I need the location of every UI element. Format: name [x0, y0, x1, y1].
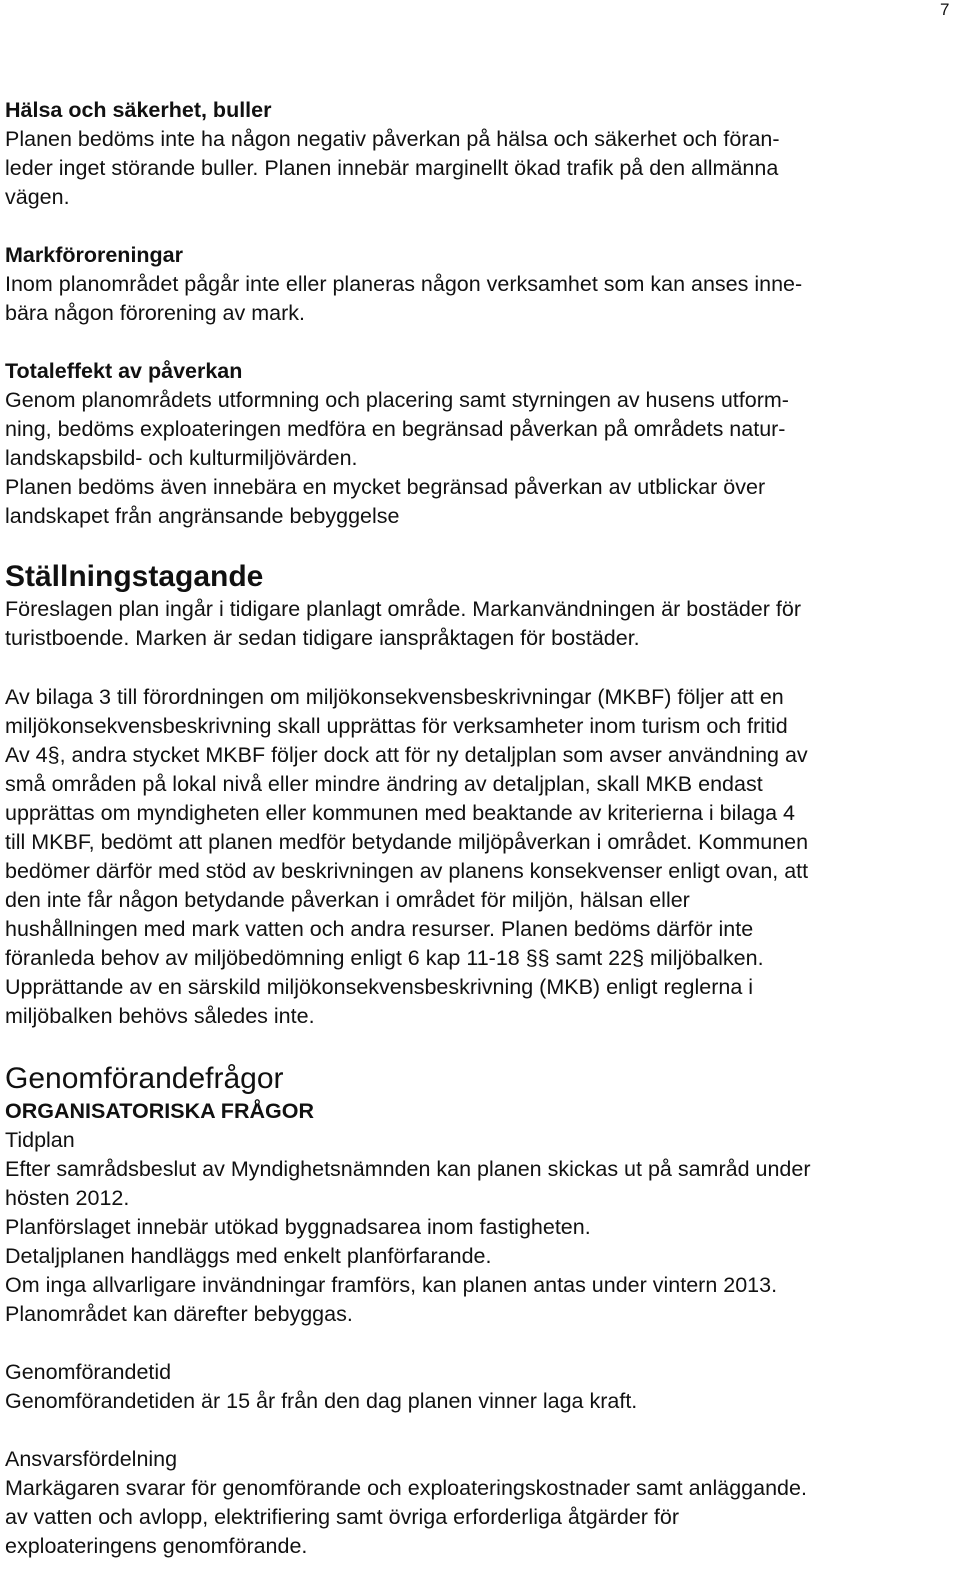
text-line: hösten 2012.	[5, 1186, 130, 1210]
text-line: turistboende. Marken är sedan tidigare ianspråktagen för bostäder.	[5, 626, 640, 650]
section-halsa	[5, 96, 955, 212]
text-line: till MKBF, bedömt att planen medför betydande miljöpåverkan i området. Kommunen	[5, 830, 809, 854]
text-line: landskapet från angränsande bebyggelse	[5, 504, 400, 528]
page-number: 7	[940, 0, 950, 19]
text-line: Planen bedöms inte ha någon negativ påverkan på hälsa och säkerhet och föran-	[5, 127, 780, 151]
text-line: upprättas om myndigheten eller kommunen med beaktande av kriterierna i bilaga 4	[5, 801, 795, 825]
text-line: Av 4§, andra stycket MKBF följer dock att för ny detaljplan som avser användning av	[5, 743, 808, 767]
heading-stallningstagande: Ställningstagande	[5, 560, 264, 593]
text-line: Av bilaga 3 till förordningen om miljökonsekvensbeskrivningar (MKBF) följer att en	[5, 685, 784, 709]
text-line: små områden på lokal nivå eller mindre ändring av detaljplan, skall MKB endast	[5, 772, 763, 796]
text-line: Planområdet kan därefter bebyggas.	[5, 1302, 353, 1326]
text-line: Efter samrådsbeslut av Myndighetsnämnden kan planen skickas ut på samråd under	[5, 1157, 811, 1181]
text-line: föranleda behov av miljöbedömning enligt 6 kap 11-18 §§ samt 22§ miljöbalken.	[5, 946, 764, 970]
text-line: av vatten och avlopp, elektrifiering samt övriga erforderliga åtgärder för	[5, 1505, 680, 1529]
text-line: leder inget störande buller. Planen innebär marginellt ökad trafik på den allmänna	[5, 156, 779, 180]
subheading-organisatoriska: ORGANISATORISKA FRÅGOR	[5, 1099, 314, 1123]
text-line: miljöbalken behövs således inte.	[5, 1004, 315, 1028]
label-tidplan: Tidplan	[5, 1128, 75, 1152]
text-line: Planen bedöms även innebära en mycket begränsad påverkan av utblickar över	[5, 475, 766, 499]
label-ansvarsfordelning: Ansvarsfördelning	[5, 1447, 178, 1471]
text-line: vägen.	[5, 185, 70, 209]
text-line: Planförslaget innebär utökad byggnadsarea inom fastigheten.	[5, 1215, 591, 1239]
text-line: miljökonsekvensbeskrivning skall upprättas för verksamheter inom turism och fritid	[5, 714, 788, 738]
text-line: Upprättande av en särskild miljökonsekvensbeskrivning (MKB) enligt reglerna i	[5, 975, 754, 999]
text-line: bedömer därför med stöd av beskrivningen av planens konsekvenser enligt ovan, att	[5, 859, 809, 883]
label-genomforandetid: Genomförandetid	[5, 1360, 172, 1384]
text-line: ning, bedöms exploateringen medföra en begränsad påverkan på områdets natur-	[5, 417, 786, 441]
text-line: Om inga allvarligare invändningar framförs, kan planen antas under vintern 2013.	[5, 1273, 778, 1297]
text-line: bära någon förorening av mark.	[5, 301, 305, 325]
section-totaleffekt	[5, 357, 955, 531]
text-line: Markägaren svarar för genomförande och exploateringskostnader samt anläggande.	[5, 1476, 807, 1500]
document-body	[5, 96, 955, 1561]
heading-markfororeningar: Markföroreningar	[5, 243, 184, 267]
text-line: hushållningen med mark vatten och andra resurser. Planen bedöms därför inte	[5, 917, 754, 941]
text-line: Detaljplanen handläggs med enkelt planförfarande.	[5, 1244, 492, 1268]
text-line: Inom planområdet pågår inte eller planeras någon verksamhet som kan anses inne-	[5, 272, 803, 296]
text-line: Genomförandetiden är 15 år från den dag planen vinner laga kraft.	[5, 1389, 638, 1413]
section-mkb	[5, 683, 955, 1031]
section-genomforande	[5, 1061, 955, 1561]
text-line: Föreslagen plan ingår i tidigare planlagt område. Markanvändningen är bostäder för	[5, 597, 801, 621]
section-markfororeningar	[5, 241, 955, 328]
text-line: Genom planområdets utformning och placering samt styrningen av husens utform-	[5, 388, 789, 412]
text-line: exploateringens genomförande.	[5, 1534, 308, 1558]
text-line: landskapsbild- och kulturmiljövärden.	[5, 446, 358, 470]
heading-halsa: Hälsa och säkerhet, buller	[5, 98, 272, 122]
text-line: den inte får någon betydande påverkan i området för miljön, hälsan eller	[5, 888, 690, 912]
heading-totaleffekt: Totaleffekt av påverkan	[5, 359, 243, 383]
section-stallningstagande	[5, 559, 955, 653]
heading-genomforandefragor: Genomförandefrågor	[5, 1062, 284, 1095]
